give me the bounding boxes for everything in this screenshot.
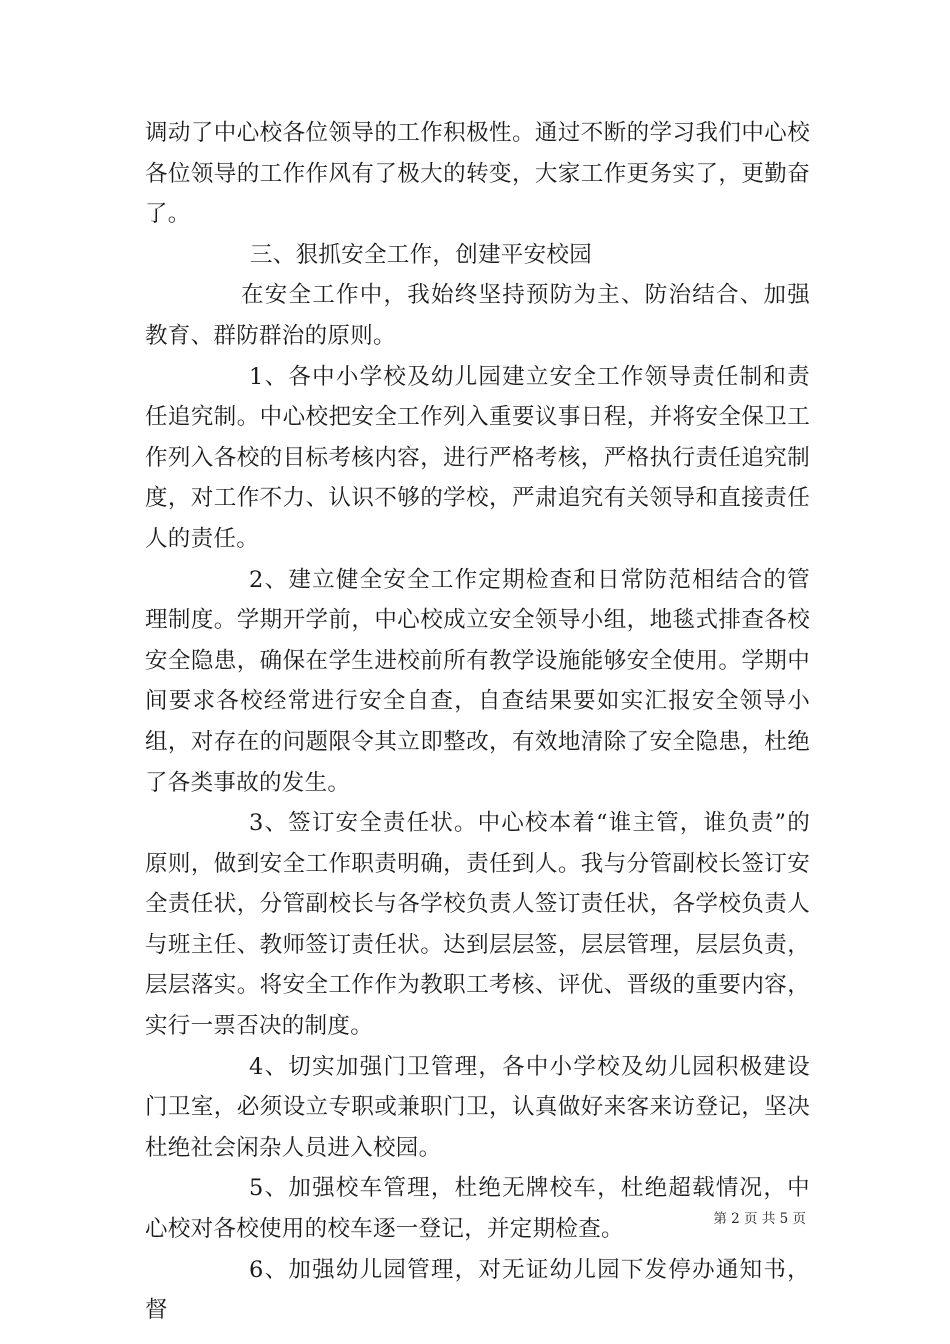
- paragraph-item-3: 3、签订安全责任状。中心校本着“谁主管，谁负责”的原则，做到安全工作职责明确，责任到人。我与分管副校长签订安全责任状，分管副校长与各学校负责人签订责任状，各学校负责人与班主任、教师签订责任状。达到层层签，层层管理，层层负责，层层落实。将安全工作作为教职工考核、评优、晋级的重要内容，实行一票否决的制度。: [145, 810, 810, 1040]
- paragraph-continuation: 调动了中心校各位领导的工作积极性。通过不断的学习我们中心校各位领导的工作作风有了极大的转变，大家工作更务实了，更勤奋了。: [145, 120, 810, 228]
- paragraph-item-5: 5、加强校车管理，杜绝无牌校车，杜绝超载情况，中心校对各校使用的校车逐一登记，并定期检查。: [145, 1175, 810, 1243]
- paragraph-item-2: 2、建立健全安全工作定期检查和日常防范相结合的管理制度。学期开学前，中心校成立安全领导小组，地毯式排查各校安全隐患，确保在学生进校前所有教学设施能够安全使用。学期中间要求各校经常进行安全自查，自查结果要如实汇报安全领导小组，对存在的问题限令其立即整改，有效地清除了安全隐患，杜绝了各类事故的发生。: [145, 566, 810, 796]
- section-heading: 三、狠抓安全工作，创建平安校园: [250, 241, 593, 268]
- page-number: 第 2 页 共 5 页: [713, 1211, 806, 1227]
- paragraph-intro: 在安全工作中，我始终坚持预防为主、防治结合、加强教育、群防群治的原则。: [145, 282, 810, 349]
- paragraph-item-4: 4、切实加强门卫管理，各中小学校及幼儿园积极建设门卫室，必须设立专职或兼职门卫，认真做好来客来访登记，坚决杜绝社会闲杂人员进入校园。: [145, 1053, 810, 1161]
- paragraph-item-1: 1、各中小学校及幼儿园建立安全工作领导责任制和责任追究制。中心校把安全工作列入重要议事日程，并将安全保卫工作列入各校的目标考核内容，进行严格考核，严格执行责任追究制度，对工作不力、认识不够的学校，严肃追究有关领导和直接责任人的责任。: [145, 363, 810, 552]
- body-text: [145, 113, 810, 1331]
- paragraph-item-6: 6、加强幼儿园管理，对无证幼儿园下发停办通知书，督: [145, 1256, 810, 1324]
